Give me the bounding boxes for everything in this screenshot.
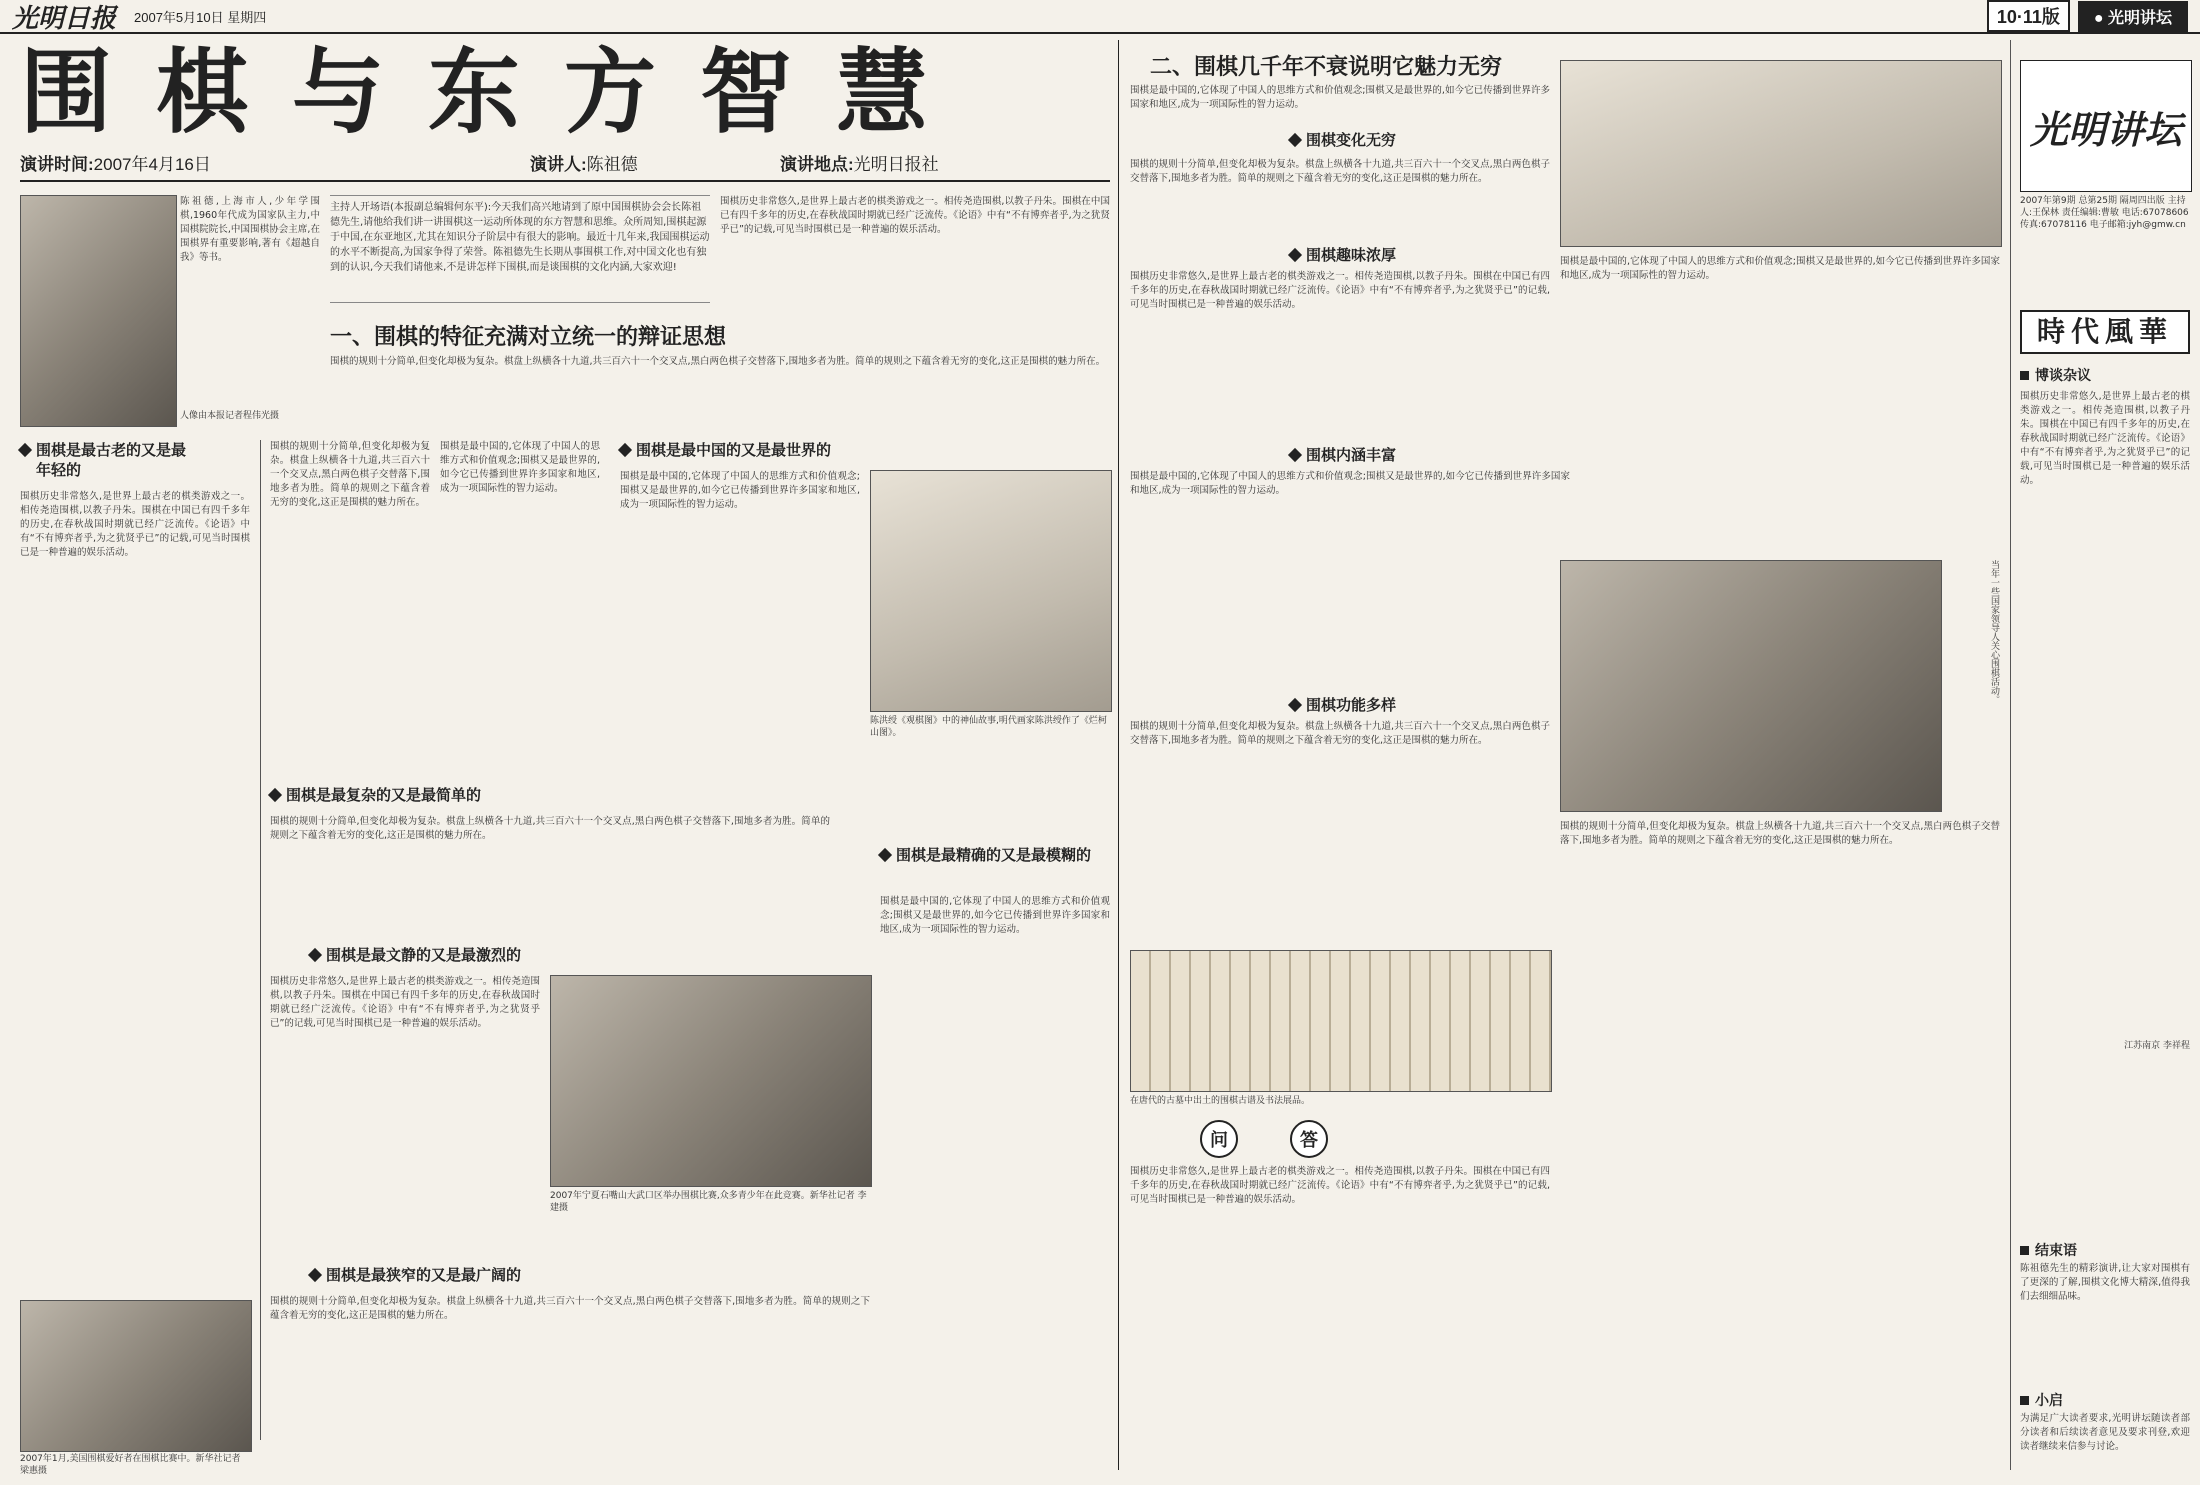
- notice-body: 为满足广大读者要求,光明讲坛随读者部分读者和后续读者意见及要求刊登,欢迎读者继续来信参与讨论。: [2020, 1413, 2190, 1452]
- diamond-icon: [308, 1268, 322, 1282]
- sidebar-rule: [2010, 40, 2011, 1470]
- function-continued: 围棋的规则十分简单,但变化却极为复杂。棋盘上纵横各十九道,共三百六十一个交叉点,黑白两色棋子交替落下,围地多者为胜。简单的规则之下蕴含着无穷的变化,这正是围棋的魅力所在。: [1560, 821, 2000, 846]
- quiet-body: 围棋历史非常悠久,是世界上最古老的棋类游戏之一。相传尧造围棋,以教子丹朱。围棋在中国已有四千多年的历史,在春秋战国时期就已经广泛流传。《论语》中有“不有博弈者乎,为之犹贤乎已”的记载,可见当时围棋已是一种普遍的娱乐活动。: [270, 976, 540, 1029]
- interest-body: 围棋历史非常悠久,是世界上最古老的棋类游戏之一。相传尧造围棋,以教子丹朱。围棋在中国已有四千多年的历史,在春秋战国时期就已经广泛流传。《论语》中有“不有博弈者乎,为之犹贤乎已”的记载,可见当时围棋已是一种普遍的娱乐活动。: [1130, 271, 1550, 310]
- painting-illustration: [870, 470, 1112, 712]
- scroll-caption: 在唐代的古墓中出土的围棋古谱及书法展品。: [1130, 1096, 1311, 1106]
- question-marker: 问: [1200, 1120, 1238, 1158]
- subhead-content: 围棋内涵丰富: [1290, 445, 1396, 465]
- closing-heading: 结束语: [2020, 1240, 2077, 1260]
- historic-paintings: [1560, 60, 2002, 247]
- speaker-name: 陈祖德: [586, 155, 638, 174]
- diamond-icon: [1288, 448, 1302, 462]
- diamond-icon: [18, 443, 32, 457]
- column-rule: [260, 440, 261, 1440]
- host-intro: 主持人开场语(本报副总编辑何东平):今天我们高兴地请到了原中国围棋协会会长陈祖德先生,请他给我们讲一讲围棋这一运动所体现的东方智慧和思维。众所周知,围棋起源于中国,在东亚地区,尤其在知识分子阶层中有很大的影响。最近十几年来,我国围棋运动的水平不断提高,为国家争得了荣誉。陈祖德先生长期从事围棋工作,对中国文化也有独到的认识,今天我们请他来,不是讲怎样下围棋,而是谈围棋的文化内涵,大家欢迎!: [330, 195, 710, 303]
- title-rule: [20, 180, 1110, 182]
- column3-body: 围棋是最中国的,它体现了中国人的思维方式和价值观念;围棋又是最世界的,如今它已传播到世界许多国家和地区,成为一项国际性的智力运动。: [440, 441, 600, 494]
- lecture-time-label: 演讲时间:: [20, 155, 94, 174]
- editor-info: 2007年第9期 总第25期 隔周四出版 主持人:王保林 责任编辑:曹敏 电话:67078606 传真:67078116 电子邮箱:jyh@gmw.cn: [2020, 196, 2189, 230]
- answer-marker: 答: [1290, 1120, 1328, 1158]
- speaker-label: 演讲人:: [530, 155, 587, 174]
- subhead-quiet: 围棋是最文静的又是最激烈的: [310, 945, 730, 965]
- sidebar-heading-1: 博谈杂议: [2020, 365, 2091, 385]
- painting-caption: 陈洪绶《观棋图》中的神仙故事,明代画家陈洪绶作了《烂柯山图》。: [870, 716, 1107, 738]
- article-title: 围棋与东方智慧: [20, 42, 973, 142]
- section-name: ● 光明讲坛: [2078, 1, 2188, 32]
- sidebar-logo: [2020, 60, 2192, 192]
- section1-lead: 围棋的规则十分简单,但变化却极为复杂。棋盘上纵横各十九道,共三百六十一个交叉点,黑白两色棋子交替落下,围地多者为胜。简单的规则之下蕴含着无穷的变化,这正是围棋的魅力所在。: [330, 356, 1106, 367]
- change-body: 围棋的规则十分简单,但变化却极为复杂。棋盘上纵横各十九道,共三百六十一个交叉点,黑白两色棋子交替落下,围地多者为胜。简单的规则之下蕴含着无穷的变化,这正是围棋的魅力所在。: [1130, 159, 1550, 184]
- oldest-body: 围棋历史非常悠久,是世界上最古老的棋类游戏之一。相传尧造围棋,以教子丹朱。围棋在中国已有四千多年的历史,在春秋战国时期就已经广泛流传。《论语》中有“不有博弈者乎,为之犹贤乎已”的记载,可见当时围棋已是一种普遍的娱乐活动。: [20, 491, 250, 558]
- subhead-precise: 围棋是最精确的又是最模糊的: [880, 845, 1110, 865]
- issue-date: 2007年5月10日 星期四: [134, 9, 267, 25]
- qa-body: 围棋历史非常悠久,是世界上最古老的棋类游戏之一。相传尧造围棋,以教子丹朱。围棋在中国已有四千多年的历史,在春秋战国时期就已经广泛流传。《论语》中有“不有博弈者乎,为之犹贤乎已”的记载,可见当时围棋已是一种普遍的娱乐活动。: [1130, 1166, 1550, 1205]
- subhead-complex: 围棋是最复杂的又是最简单的: [270, 785, 630, 805]
- square-icon: [2020, 1246, 2029, 1255]
- subhead-function: 围棋功能多样: [1290, 695, 1396, 715]
- paper-name: 光明日报: [12, 3, 117, 34]
- diamond-icon: [1288, 248, 1302, 262]
- column-title: 時代風華: [2020, 310, 2190, 354]
- column2-body: 围棋的规则十分简单,但变化却极为复杂。棋盘上纵横各十九道,共三百六十一个交叉点,黑白两色棋子交替落下,围地多者为胜。简单的规则之下蕴含着无穷的变化,这正是围棋的魅力所在。: [270, 441, 430, 508]
- masthead: [0, 0, 2200, 34]
- lecture-meta: [20, 150, 1110, 176]
- diamond-icon: [308, 948, 322, 962]
- notice-heading: 小启: [2020, 1390, 2063, 1410]
- subhead-oldest: 围棋是最古老的又是最年轻的: [20, 440, 200, 480]
- leaders-photo: [1560, 560, 1942, 812]
- chinese-body: 围棋是最中国的,它体现了中国人的思维方式和价值观念;围棋又是最世界的,如今它已传播到世界许多国家和地区,成为一项国际性的智力运动。: [620, 471, 860, 510]
- subhead-interest: 围棋趣味浓厚: [1290, 245, 1396, 265]
- section1-heading: 一、围棋的特征充满对立统一的辩证思想: [330, 325, 727, 350]
- page-number: 10·11版: [1987, 0, 2070, 32]
- diamond-icon: [268, 788, 282, 802]
- spread-divider: [1118, 40, 1119, 1470]
- history-body: 围棋是最中国的,它体现了中国人的思维方式和价值观念;围棋又是最世界的,如今它已传播到世界许多国家和地区,成为一项国际性的智力运动。: [1560, 256, 2000, 281]
- square-icon: [2020, 371, 2029, 380]
- venue-label: 演讲地点:: [780, 155, 854, 174]
- speaker-photo-caption: 人像由本报记者程伟光摄: [180, 411, 280, 421]
- kids-tournament-photo: [550, 975, 872, 1187]
- closing-body: 陈祖德先生的精彩演讲,让大家对围棋有了更深的了解,围棋文化博大精深,值得我们去细细品味。: [2020, 1263, 2190, 1302]
- narrow-body: 围棋的规则十分简单,但变化却极为复杂。棋盘上纵横各十九道,共三百六十一个交叉点,黑白两色棋子交替落下,围地多者为胜。简单的规则之下蕴含着无穷的变化,这正是围棋的魅力所在。: [270, 1296, 870, 1321]
- subhead-change: 围棋变化无穷: [1290, 130, 1396, 150]
- diamond-icon: [1288, 698, 1302, 712]
- subhead-chinese: 围棋是最中国的又是最世界的: [620, 440, 1020, 460]
- diamond-icon: [1288, 133, 1302, 147]
- lecture-time: 2007年4月16日: [93, 155, 211, 174]
- kids-photo-caption: 2007年宁夏石嘴山大武口区举办围棋比赛,众多青少年在此竞赛。新华社记者 李建摄: [550, 1191, 867, 1213]
- complex-body: 围棋的规则十分简单,但变化却极为复杂。棋盘上纵横各十九道,共三百六十一个交叉点,黑白两色棋子交替落下,围地多者为胜。简单的规则之下蕴含着无穷的变化,这正是围棋的魅力所在。: [270, 816, 830, 841]
- diamond-icon: [878, 848, 892, 862]
- leaders-caption: 当年一些国家领导人关心围棋活动。: [1989, 560, 1999, 704]
- section2-lead: 围棋是最中国的,它体现了中国人的思维方式和价值观念;围棋又是最世界的,如今它已传播到世界许多国家和地区,成为一项国际性的智力运动。: [1130, 85, 1550, 110]
- intro-continued: 围棋历史非常悠久,是世界上最古老的棋类游戏之一。相传尧造围棋,以教子丹朱。围棋在中国已有四千多年的历史,在春秋战国时期就已经广泛流传。《论语》中有“不有博弈者乎,为之犹贤乎已”的记载,可见当时围棋已是一种普遍的娱乐活动。: [720, 196, 1110, 235]
- essay-author: 江苏南京 李祥程: [2124, 1041, 2190, 1051]
- content-body: 围棋是最中国的,它体现了中国人的思维方式和价值观念;围棋又是最世界的,如今它已传播到世界许多国家和地区,成为一项国际性的智力运动。: [1130, 471, 1570, 496]
- diamond-icon: [618, 443, 632, 457]
- sidebar-essay: 围棋历史非常悠久,是世界上最古老的棋类游戏之一。相传尧造围棋,以教子丹朱。围棋在中国已有四千多年的历史,在春秋战国时期就已经广泛流传。《论语》中有“不有博弈者乎,为之犹贤乎已”的记载,可见当时围棋已是一种普遍的娱乐活动。: [2020, 391, 2190, 486]
- logo-text: 光明讲坛: [2029, 106, 2182, 152]
- street-photo-caption: 2007年1月,美国围棋爱好者在围棋比赛中。新华社记者 梁惠摄: [20, 1454, 241, 1476]
- speaker-photo: [20, 195, 177, 427]
- function-body: 围棋的规则十分简单,但变化却极为复杂。棋盘上纵横各十九道,共三百六十一个交叉点,黑白两色棋子交替落下,围地多者为胜。简单的规则之下蕴含着无穷的变化,这正是围棋的魅力所在。: [1130, 721, 1550, 746]
- subhead-narrow: 围棋是最狭窄的又是最广阔的: [310, 1265, 730, 1285]
- speaker-bio: 陈祖德,上海市人,少年学围棋,1960年代成为国家队主力,中国棋院院长,中国围棋协会主席,在围棋界有重要影响,著有《超越自我》等书。: [180, 196, 320, 263]
- ancient-scroll-image: [1130, 950, 1552, 1092]
- precise-body: 围棋是最中国的,它体现了中国人的思维方式和价值观念;围棋又是最世界的,如今它已传播到世界许多国家和地区,成为一项国际性的智力运动。: [880, 896, 1110, 935]
- square-icon: [2020, 1396, 2029, 1405]
- section2-heading: 二、围棋几千年不衰说明它魅力无穷: [1150, 55, 1503, 80]
- venue: 光明日报社: [853, 155, 939, 174]
- street-go-photo: [20, 1300, 252, 1452]
